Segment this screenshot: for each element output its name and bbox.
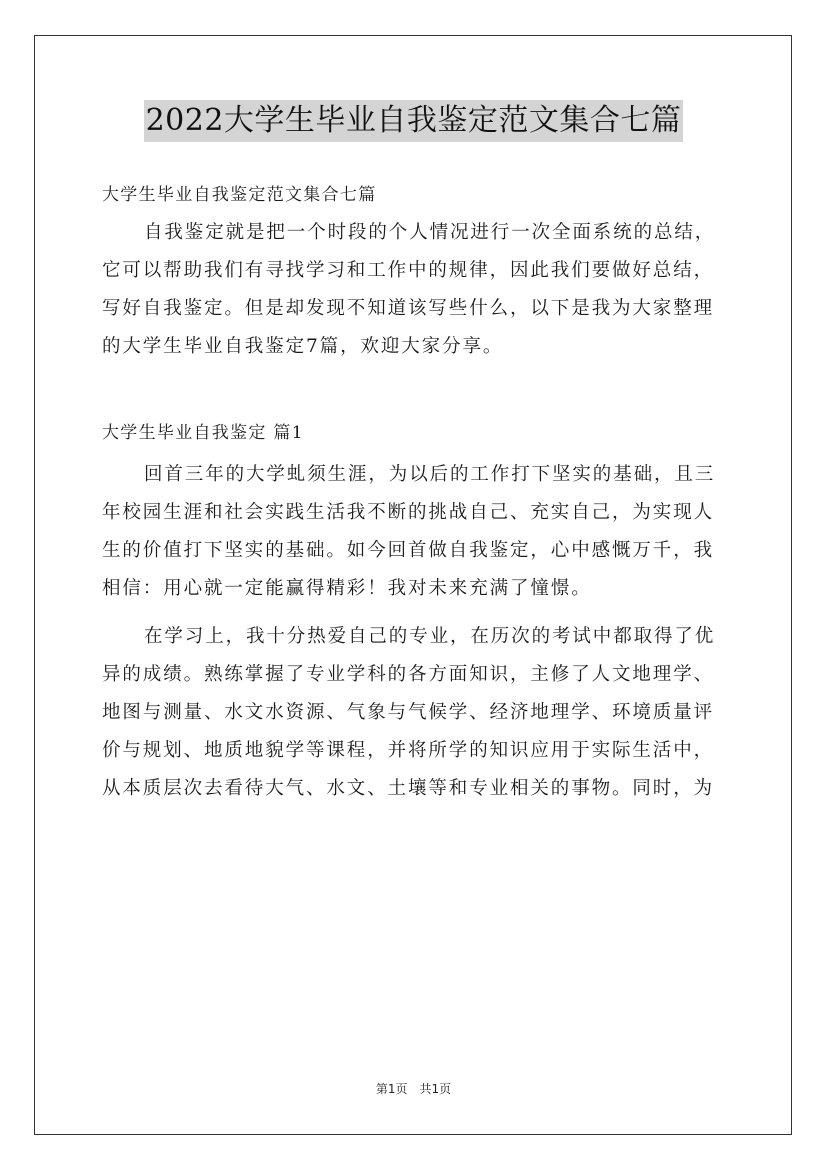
document-body	[102, 176, 728, 808]
paragraph-line: 写好自我鉴定。但是却发现不知道该写些什么，以下是我为大家整理	[102, 298, 715, 319]
paragraph-line: 在学习上，我十分热爱自己的专业，在历次的考试中都取得了优	[144, 626, 716, 647]
paragraph-line: 它可以帮助我们有寻找学习和工作中的规律，因此我们要做好总结，	[102, 260, 715, 281]
blank-line	[102, 366, 728, 414]
paragraph-line: 的大学生毕业自我鉴定7篇，欢迎大家分享。	[102, 336, 504, 357]
paragraph-line: 生的价值打下坚实的基础。如今回首做自我鉴定，心中感慨万千，我	[102, 540, 715, 561]
page-total: 共1页	[419, 1082, 452, 1096]
page-footer	[0, 1080, 827, 1098]
intro-paragraph	[102, 214, 728, 366]
section-heading: 大学生毕业自我鉴定 篇1	[102, 423, 304, 443]
paragraph-line: 地图与测量、水文水资源、气象与气候学、经济地理学、环境质量评	[102, 702, 715, 723]
paragraph-line: 回首三年的大学虬须生涯，为以后的工作打下坚实的基础，且三	[144, 464, 716, 485]
paragraph-line: 年校园生涯和社会实践生活我不断的挑战自己、充实自己，为实现人	[102, 502, 715, 523]
document-subtitle: 大学生毕业自我鉴定范文集合七篇	[102, 185, 377, 205]
document-title: 2022大学生毕业自我鉴定范文集合七篇	[144, 100, 684, 142]
page-number: 第1页	[375, 1082, 408, 1096]
section1-paragraph-1	[102, 456, 728, 608]
paragraph-line: 从本质层次去看待大气、水文、土壤等和专业相关的事物。同时，为	[102, 778, 715, 799]
paragraph-line: 异的成绩。熟练掌握了专业学科的各方面知识，主修了人文地理学、	[102, 664, 715, 685]
paragraph-line: 自我鉴定就是把一个时段的个人情况进行一次全面系统的总结，	[144, 222, 716, 243]
title-container	[0, 100, 827, 142]
paragraph-line: 相信：用心就一定能赢得精彩！我对未来充满了憧憬。	[102, 578, 592, 599]
section1-paragraph-2	[102, 618, 728, 808]
paragraph-line: 价与规划、地质地貌学等课程，并将所学的知识应用于实际生活中，	[102, 740, 715, 761]
